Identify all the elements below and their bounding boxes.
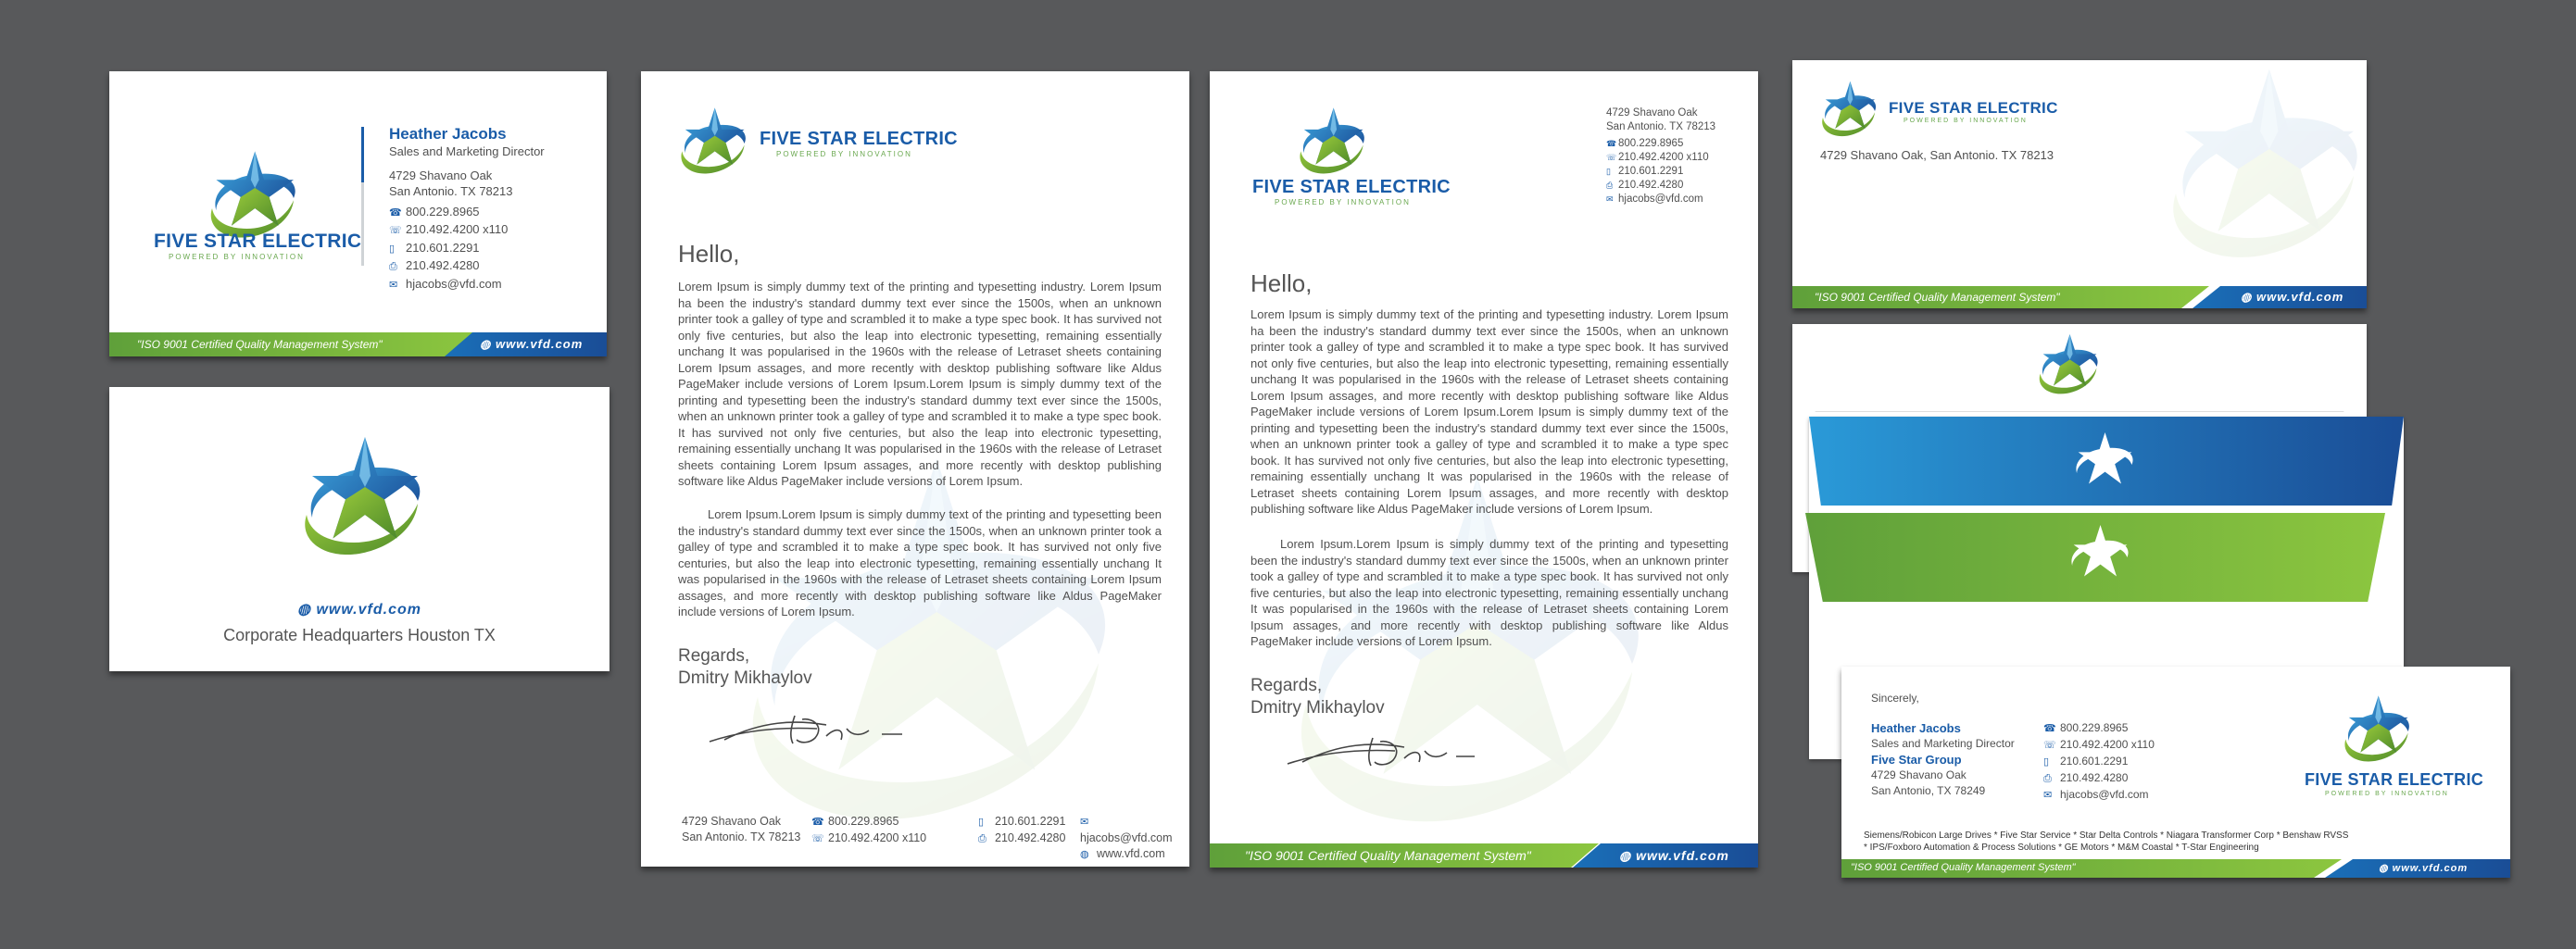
email-line <box>389 276 545 294</box>
footer-bar <box>1841 859 2510 878</box>
signature-image <box>706 708 937 751</box>
header-phone1: 800.229.8965 <box>1618 138 1684 149</box>
cell-icon: ☏ <box>2043 740 2056 751</box>
mobile-line <box>389 240 545 258</box>
star-logo-icon <box>293 431 432 570</box>
header-cell-line <box>1606 151 1715 165</box>
globe-icon: ◍ <box>1080 849 1089 860</box>
footer-phones <box>811 814 926 847</box>
header-address2: San Antonio. TX 78213 <box>1606 121 1716 132</box>
header-fax: 210.492.4280 <box>1618 180 1684 191</box>
footer-bar <box>1792 286 2367 308</box>
letter-greeting: Hello, <box>1250 269 1313 297</box>
letter-closing-block <box>1250 675 1385 719</box>
slip-contact-block <box>1871 720 2015 799</box>
cell-icon: ☏ <box>1606 153 1617 162</box>
mobile-icon: ▯ <box>978 817 985 828</box>
envelope-return-address: 4729 Shavano Oak, San Antonio. TX 78213 <box>1820 148 2055 162</box>
slip-contact-title: Sales and Marketing Director <box>1871 737 2015 750</box>
fax-icon: ⎙ <box>2043 773 2052 784</box>
globe-icon: ◍ <box>480 337 496 351</box>
contact-address2: San Antonio. TX 78213 <box>389 184 513 198</box>
compliment-slip <box>1841 667 2510 878</box>
star-logo-icon <box>1816 79 1881 144</box>
slip-fax: 210.492.4280 <box>2060 771 2129 784</box>
header-mobile: 210.601.2291 <box>1618 166 1684 177</box>
header-email-line <box>1606 193 1715 206</box>
cell-number: 210.492.4200 x110 <box>406 222 509 236</box>
star-logo-icon <box>1293 105 1371 182</box>
brand-name: FIVE STAR ELECTRIC <box>154 231 362 252</box>
letter-greeting: Hello, <box>678 240 740 268</box>
card-divider <box>361 127 364 266</box>
letter-paragraph-2: Lorem Ipsum.Lorem Ipsum is simply dummy text of the printing and typesetting been the industry's standard dummy text ever since the 1500s, when an unknown printer took a galley of type and scrambled it to make a type spec book. It has survived not only five centuries, but also the leap into electronic typesetting, remaining essentially unchang It was popularised in the 1960s with the release of Letraset sheets containing Lorem Ipsum assages, and more recently with desktop publishing software like Aldus PageMaker include versions of Lorem Ipsum. <box>678 507 1162 618</box>
header-mobile-line <box>1606 165 1715 179</box>
star-logo-icon <box>2338 693 2416 770</box>
mobile-icon: ▯ <box>389 243 396 255</box>
star-logo-icon <box>674 105 752 182</box>
slip-contact-name: Heather Jacobs <box>1871 721 1961 735</box>
footer-mobile: 210.601.2291 <box>995 815 1066 828</box>
brand-name: FIVE STAR ELECTRIC <box>1889 99 2058 117</box>
letterhead-right <box>1210 71 1758 868</box>
brand-tagline: POWERED BY INNOVATION <box>1275 198 1411 206</box>
slip-sincerely: Sincerely, <box>1871 692 1919 705</box>
slip-phone2: 210.492.4200 x110 <box>2060 738 2155 751</box>
business-card-back <box>109 387 609 671</box>
brand-name: FIVE STAR ELECTRIC <box>2305 770 2484 789</box>
brand-tagline: POWERED BY INNOVATION <box>169 253 305 261</box>
fax-line <box>389 257 545 276</box>
mobile-number: 210.601.2291 <box>406 240 480 255</box>
slip-partners-line2: * IPS/Foxboro Automation & Process Solutions * GE Motors * M&M Coastal * T-Star Engineering <box>1864 843 2259 853</box>
slip-partners <box>1864 830 2348 854</box>
slip-phone-block <box>2043 720 2155 804</box>
globe-icon: ◍ <box>2379 863 2393 874</box>
letter-paragraph-2: Lorem Ipsum.Lorem Ipsum is simply dummy text of the printing and typesetting been the industry's standard dummy text ever since the 1500s, when an unknown printer took a galley of type and scrambled it to make a type spec book. It has survived not only five centuries, but also the leap into electronic typesetting, remaining essentially unchang It was popularised in the 1960s with the release of Letraset sheets containing Lorem Ipsum assages, and more recently with desktop publishing software like Aldus PageMaker include versions of Lorem Ipsum. <box>1250 537 1728 648</box>
globe-icon: ◍ <box>2241 290 2256 304</box>
brand-tagline: POWERED BY INNOVATION <box>776 150 912 158</box>
phone-icon: ☎ <box>389 206 402 219</box>
star-logo-white-icon <box>2068 430 2139 500</box>
phone-icon: ☎ <box>2043 723 2056 734</box>
slip-group: Five Star Group <box>1871 753 1962 767</box>
footer-fax: 210.492.4280 <box>995 831 1066 844</box>
footer-bar <box>1210 843 1758 868</box>
footer-url <box>480 337 583 352</box>
letterhead-left <box>641 71 1189 867</box>
email-icon: ✉ <box>389 279 398 291</box>
card-back-website <box>109 600 609 618</box>
slip-mobile: 210.601.2291 <box>2060 755 2129 768</box>
slip-phone1: 800.229.8965 <box>2060 721 2129 734</box>
slip-email: hjacobs@vfd.com <box>2060 788 2149 801</box>
brand-tagline: POWERED BY INNOVATION <box>2325 791 2449 797</box>
business-card-front <box>109 71 607 356</box>
mobile-icon: ▯ <box>1606 167 1611 176</box>
footer-url-text: www.vfd.com <box>2256 290 2344 304</box>
email-icon: ✉ <box>1080 817 1089 828</box>
footer-bar <box>109 332 607 356</box>
footer-website: www.vfd.com <box>1097 847 1165 860</box>
header-contact-block <box>1606 106 1715 206</box>
email-icon: ✉ <box>1606 194 1614 204</box>
slip-partners-line1: Siemens/Robicon Large Drives * Five Star Service * Star Delta Controls * Niagara Transformer Corp * Benshaw RVSS <box>1864 830 2349 841</box>
iso-text: "ISO 9001 Certified Quality Management System" <box>1815 291 2060 304</box>
slip-address2: San Antonio, TX 78249 <box>1871 784 1986 797</box>
footer-email: hjacobs@vfd.com <box>1080 831 1173 844</box>
iso-text: "ISO 9001 Certified Quality Management System" <box>1245 848 1531 863</box>
star-logo-icon <box>2033 331 2104 402</box>
footer-email-web <box>1080 814 1173 863</box>
fax-icon: ⎙ <box>1606 181 1614 190</box>
signature-image <box>1284 732 1497 773</box>
footer-url-text: www.vfd.com <box>495 337 584 351</box>
star-watermark-icon <box>2154 60 2367 282</box>
header-email: hjacobs@vfd.com <box>1618 194 1703 205</box>
footer-mobile-fax <box>978 814 1065 847</box>
phone-icon: ☎ <box>1606 139 1617 148</box>
header-address1: 4729 Shavano Oak <box>1606 107 1698 119</box>
fax-icon: ⎙ <box>389 261 397 272</box>
letter-closing-block <box>678 645 812 690</box>
letter-signer: Dmitry Mikhaylov <box>678 668 812 688</box>
footer-url-text: www.vfd.com <box>2392 863 2469 874</box>
footer-url <box>2241 290 2344 305</box>
globe-icon: ◍ <box>297 602 317 618</box>
contact-name: Heather Jacobs <box>389 125 507 143</box>
letter-closing: Regards, <box>678 646 750 666</box>
email-address: hjacobs@vfd.com <box>406 276 502 291</box>
contact-address1: 4729 Shavano Oak <box>389 168 493 182</box>
brand-name: FIVE STAR ELECTRIC <box>1252 177 1451 197</box>
fax-icon: ⎙ <box>978 833 986 844</box>
star-logo-white-icon <box>2064 522 2134 593</box>
email-icon: ✉ <box>2043 790 2053 801</box>
contact-title: Sales and Marketing Director <box>389 144 545 158</box>
cell-icon: ☏ <box>811 833 824 844</box>
footer-phone1: 800.229.8965 <box>828 815 899 828</box>
letter-paragraph-1: Lorem Ipsum is simply dummy text of the printing and typesetting industry. Lorem Ipsum ha been the industry's standard dummy text ever since the 1500s, when an unknown printer took a galley of type and scrambled it to make a type spec book. It has survived not only five centuries, but also the leap into electronic typesetting, remaining essentially unchang It was popularised in the 1960s with the release of Letraset sheets containing Lorem Ipsum assages, and more recently with desktop publishing software like Aldus PageMaker include versions of Lorem Ipsum.Lorem Ipsum is simply dummy text of the printing and typesetting been the industry's standard dummy text ever since the 1500s, when an unknown printer took a galley of type and scrambled it to make a type spec book. It has survived not only five centuries, but also the leap into electronic typesetting, remaining essentially unchang It was popularised in the 1960s with the release of Letraset sheets containing Lorem Ipsum assages, and more recently with desktop publishing software like Aldus PageMaker include versions of Lorem Ipsum. <box>1250 307 1728 516</box>
cell-line <box>389 221 545 240</box>
letter-signer: Dmitry Mikhaylov <box>1250 698 1385 718</box>
iso-text: "ISO 9001 Certified Quality Management System" <box>1851 862 2076 873</box>
cell-icon: ☏ <box>389 225 402 236</box>
letter-closing: Regards, <box>1250 676 1323 695</box>
footer-phone2: 210.492.4200 x110 <box>828 831 927 844</box>
footer-address <box>682 814 800 845</box>
phone-icon: ☎ <box>811 817 824 828</box>
globe-icon: ◍ <box>1619 848 1637 863</box>
footer-address1: 4729 Shavano Oak <box>682 815 782 828</box>
header-phone2: 210.492.4200 x110 <box>1618 152 1709 163</box>
brand-tagline: POWERED BY INNOVATION <box>1904 118 2028 124</box>
phone-line <box>389 204 545 222</box>
footer-url-text: www.vfd.com <box>1636 848 1729 863</box>
footer-url <box>1619 848 1729 864</box>
fax-number: 210.492.4280 <box>406 258 480 272</box>
mobile-icon: ▯ <box>2043 756 2050 768</box>
phone-number: 800.229.8965 <box>406 204 480 219</box>
brand-name: FIVE STAR ELECTRIC <box>760 129 958 149</box>
card-contact-block <box>389 125 545 293</box>
star-watermark-icon <box>1265 460 1673 868</box>
slip-address1: 4729 Shavano Oak <box>1871 768 1967 781</box>
envelope-front <box>1792 60 2367 308</box>
header-phone-line <box>1606 137 1715 151</box>
header-fax-line <box>1606 179 1715 193</box>
card-back-hq: Corporate Headquarters Houston TX <box>223 626 496 644</box>
iso-text: "ISO 9001 Certified Quality Management System" <box>137 338 383 351</box>
card-back-url: www.vfd.com <box>316 602 421 618</box>
letter-paragraph-1: Lorem Ipsum is simply dummy text of the printing and typesetting industry. Lorem Ipsum ha been the industry's standard dummy text ever since the 1500s, when an unknown printer took a galley of type and scrambled it to make a type spec book. It has survived not only five centuries, but also the leap into electronic typesetting, remaining essentially unchang It was popularised in the 1960s with the release of Letraset sheets containing Lorem Ipsum assages, and more recently with desktop publishing software like Aldus PageMaker include versions of Lorem Ipsum.Lorem Ipsum is simply dummy text of the printing and typesetting been the industry's standard dummy text ever since the 1500s, when an unknown printer took a galley of type and scrambled it to make a type spec book. It has survived not only five centuries, but also the leap into electronic typesetting, remaining essentially unchang It was popularised in the 1960s with the release of Letraset sheets containing Lorem Ipsum assages, and more recently with desktop publishing software like Aldus PageMaker include versions of Lorem Ipsum. <box>678 280 1162 488</box>
footer-url <box>2379 862 2468 874</box>
footer-address2: San Antonio. TX 78213 <box>682 830 801 843</box>
